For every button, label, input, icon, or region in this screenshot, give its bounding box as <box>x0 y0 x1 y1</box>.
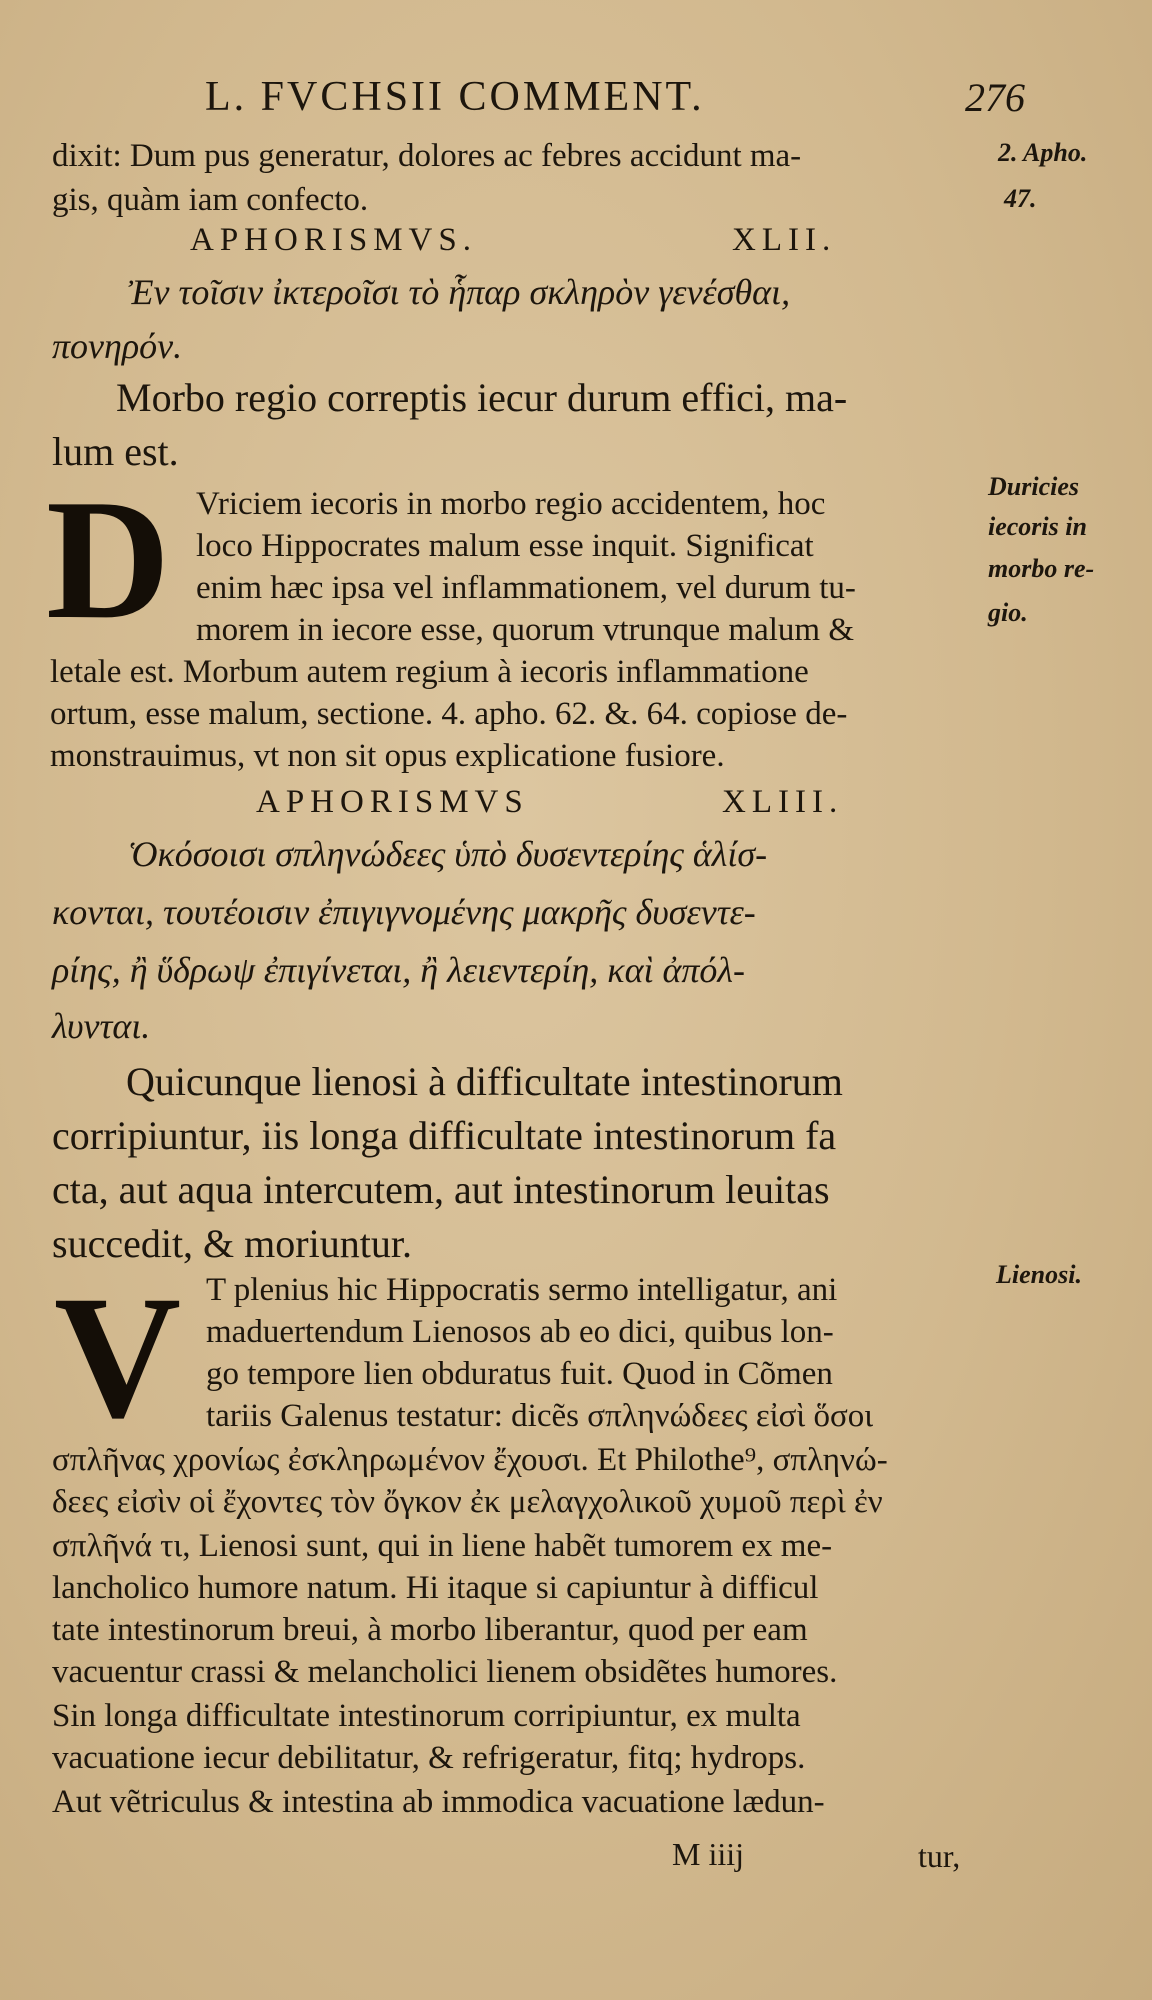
margin-note-duricies-line: Duricies <box>988 472 1079 501</box>
opening-line: dixit: Dum pus generatur, dolores ac febres accidunt ma- <box>52 138 802 174</box>
drop-capital: V <box>54 1260 182 1455</box>
commentary-line: σπλῆνας χρονίως ἐσκληρωμένον ἔχουσι. Et Philothe⁹, σπληνώ- <box>52 1442 888 1478</box>
aphorism-heading-number: XLII. <box>732 222 837 258</box>
latin-aphorism-line: succedit, & moriuntur. <box>52 1221 412 1266</box>
commentary-line: Aut vẽtriculus & intestina ab immodica vacuatione lædun- <box>52 1784 825 1820</box>
margin-note-lienosi: Lienosi. <box>996 1260 1082 1289</box>
commentary-line: letale est. Morbum autem regium à iecoris inflammatione <box>50 654 809 690</box>
commentary-line: vacuentur crassi & melancholici lienem obsidẽtes humores. <box>52 1654 838 1690</box>
catchword: tur, <box>918 1838 961 1874</box>
margin-note-duricies-line: iecoris in <box>988 512 1087 541</box>
margin-note-ref-line: 2. Apho. <box>998 138 1088 167</box>
signature-mark: M iiij <box>672 1836 745 1872</box>
commentary-line: lancholico humore natum. Hi itaque si capiuntur à difficul <box>52 1570 819 1606</box>
greek-text-line: ρίης, ἢ ὕδρωψ ἐπιγίνεται, ἢ λειεντερίη, καὶ ἀπόλ- <box>52 950 745 990</box>
opening-line: gis, quàm iam confecto. <box>52 182 369 218</box>
commentary-line: Vriciem iecoris in morbo regio accidentem, hoc <box>196 486 826 522</box>
greek-text-line: Ὁκόσοισι σπληνώδεες ὑπὸ δυσεντερίης ἁλίσ- <box>128 834 768 874</box>
greek-text-line: πονηρόν. <box>52 326 183 366</box>
page-number: 276 <box>965 75 1025 120</box>
greek-text-line: Ἐν τοῖσιν ἰκτεροῖσι τὸ ἧπαρ σκληρὸν γενέσθαι, <box>128 272 791 312</box>
aphorism-heading-word: APHORISMVS <box>256 784 529 820</box>
commentary-line: σπλῆνά τι, Lienosi sunt, qui in liene habẽt tumorem ex me- <box>52 1528 833 1564</box>
latin-aphorism-line: corripiuntur, iis longa difficultate intestinorum fa <box>52 1113 837 1158</box>
commentary-line: maduertendum Lienosos ab eo dici, quibus lon- <box>206 1314 834 1350</box>
running-title: L. FVCHSII COMMENT. <box>205 74 705 120</box>
latin-aphorism-line: cta, aut aqua intercutem, aut intestinorum leuitas <box>52 1167 830 1212</box>
commentary-line: loco Hippocrates malum esse inquit. Significat <box>196 528 814 564</box>
commentary-line: enim hæc ipsa vel inflammationem, vel durum tu- <box>196 570 856 606</box>
latin-aphorism-line: lum est. <box>52 429 179 474</box>
commentary-line: T plenius hic Hippocratis sermo intelligatur, ani <box>206 1272 838 1308</box>
aphorism-heading-word: APHORISMVS. <box>190 222 477 258</box>
commentary-line: tariis Galenus testatur: dicẽs σπληνώδεες εἰσὶ ὅσοι <box>206 1398 874 1434</box>
commentary-line: morem in iecore esse, quorum vtrunque malum & <box>196 612 855 648</box>
commentary-line: δεες εἰσὶν οἱ ἔχοντες τὸν ὄγκον ἐκ μελαγχολικοῦ χυμοῦ περὶ ἐν <box>52 1484 883 1520</box>
greek-text-line: λυνται. <box>52 1006 151 1046</box>
margin-note-duricies-line: morbo re- <box>988 554 1095 583</box>
commentary-line: vacuatione iecur debilitatur, & refrigeratur, fitq; hydrops. <box>52 1740 806 1776</box>
latin-aphorism-line: Morbo regio correptis iecur durum effici, ma- <box>116 375 848 420</box>
greek-text-line: κονται, τουτέοισιν ἐπιγιγνομένης μακρῆς δυσεντε- <box>52 892 756 932</box>
margin-note-ref-line: 47. <box>1004 184 1037 213</box>
commentary-line: ortum, esse malum, sectione. 4. apho. 62. &. 64. copiose de- <box>50 696 848 732</box>
aphorism-heading-number: XLIII. <box>722 784 844 820</box>
margin-note-duricies-line: gio. <box>988 598 1028 627</box>
drop-capital: D <box>46 465 171 655</box>
commentary-line: Sin longa difficultate intestinorum corripiuntur, ex multa <box>52 1698 801 1734</box>
commentary-line: go tempore lien obduratus fuit. Quod in Cõmen <box>206 1356 833 1392</box>
commentary-line: monstrauimus, vt non sit opus explicatione fusiore. <box>50 738 725 774</box>
latin-aphorism-line: Quicunque lienosi à difficultate intestinorum <box>126 1059 843 1104</box>
commentary-line: tate intestinorum breui, à morbo liberantur, quod per eam <box>52 1612 808 1648</box>
